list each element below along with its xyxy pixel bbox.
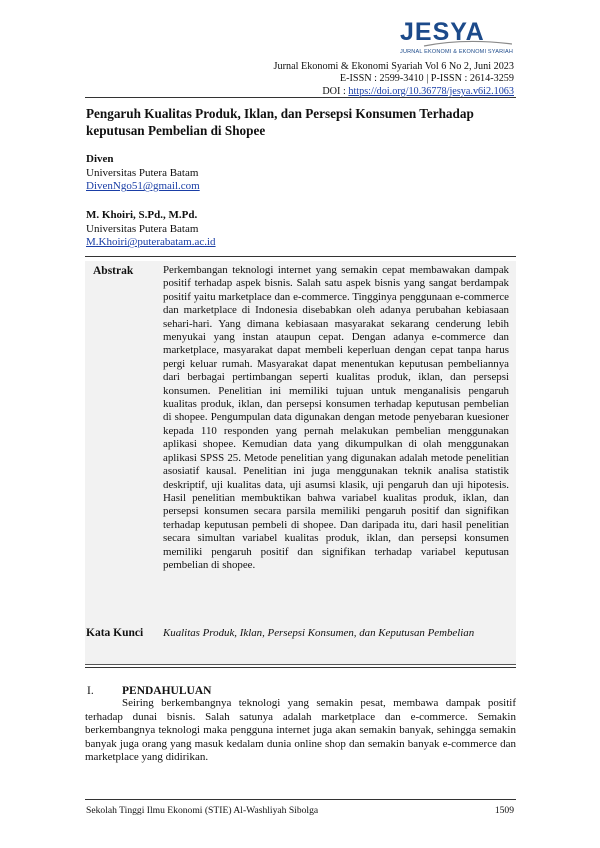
logo-wordmark: JESYA bbox=[400, 18, 485, 46]
abstract-bottom-divider bbox=[85, 667, 516, 668]
author-block bbox=[86, 209, 216, 250]
journal-volume: Jurnal Ekonomi & Ekonomi Syariah Vol 6 No 2, Juni 2023 bbox=[273, 61, 514, 72]
abstract-label: Abstrak bbox=[93, 265, 134, 277]
intro-text: Seiring berkembangnya teknologi yang semakin pesat, membawa dampak positif terhadap dunai bisnis. Salah satunya adalah marketplace dan e-commerce. Semakin berkembangnya teknologi maka pengguna internet juga akan semakin banyak, sehingga semakin banyak juga orang yang masuk kedalam dunia online shop dan semakin banyak e-commerce dan marketplace yang didirikan. bbox=[85, 697, 516, 763]
logo-subtitle: JURNAL EKONOMI & EKONOMI SYARIAH bbox=[400, 49, 514, 55]
doi-link[interactable]: https://doi.org/10.36778/jesya.v6i2.1063 bbox=[348, 85, 514, 97]
journal-issn: E-ISSN : 2599-3410 | P-ISSN : 2614-3259 bbox=[339, 73, 514, 85]
keywords-text: Kualitas Produk, Iklan, Persepsi Konsumen, dan Keputusan Pembelian bbox=[163, 627, 475, 639]
intro-paragraph bbox=[85, 697, 516, 765]
journal-logo bbox=[394, 18, 512, 60]
author-email[interactable]: M.Khoiri@puterabatam.ac.id bbox=[86, 236, 216, 249]
title-line-1: Pengaruh Kualitas Produk, Iklan, dan Persepsi Konsumen Terhadap bbox=[86, 106, 474, 121]
footer-institution: Sekolah Tinggi Ilmu Ekonomi (STIE) Al-Washliyah Sibolga bbox=[86, 805, 319, 816]
title-line-2: keputusan Pembelian di Shopee bbox=[86, 122, 266, 138]
paper-title bbox=[86, 106, 516, 139]
section-number: I. bbox=[87, 685, 94, 697]
doi-prefix: DOI : bbox=[322, 85, 349, 97]
abstract-top-divider bbox=[85, 256, 516, 257]
author-name: Diven bbox=[86, 153, 114, 165]
author-affiliation: Universitas Putera Batam bbox=[86, 166, 199, 179]
section-title: PENDAHULUAN bbox=[122, 685, 212, 697]
author-affiliation: Universitas Putera Batam bbox=[86, 222, 199, 235]
keywords-label: Kata Kunci bbox=[86, 627, 144, 639]
journal-metadata bbox=[274, 61, 514, 98]
abstract-text: Perkembangan teknologi internet yang semakin cepat membawakan dampak positif terhadap aspek bisnis. Salah satu aspek bisnis yang sangat berdampak positif yaitu marketplace dan e-commerce. Tingginya penggunaan e-commerce dan marketplace di Indonesia disebabkan oleh adanya perubahan kebiasaan sehari-hari. Yang dimana kebiasaan masyarakat sekarang cenderung lebih menyukai yang instan ataupun cepat. Dengan adanya e-commerce dan marketplace, masyarakat dapat membeli keperluan dengan cepat tanpa harus pergi keluar rumah. Masyarakat dapat menentukan keputusan pembeliannya dari berbagai pertimbangan seperti kualitas produk, iklan, dan persepsi konsumen. Penelitian ini memiliki tujuan untuk menganalisis pengaruh kualitas produk, iklan, dan persepsi konsumen terhadap keputusan pembelian di shopee. Pengumpulan data digunakan dengan metode penyebaran kuesioner kepada 110 responden yang pernah melakukan pembelian menggunakan aplikasi shopee. Kemudian data yang dikumpulkan di olah menggunakan aplikasi SPSS 25. Metode penelitian yang digunakan adalah metode penelitian asosiatif kausal. Penelitian ini juga menggunakan teknik analisa statistik deskriptif, uji kualitas data, uji asumsi klasik, uji pengaruh dan uji hipotesis. Hasil penelitian membuktikan bahwa variabel kualitas produk, iklan, dan persepsi konsumen secara parsila memiliki pengaruh positif dan signifikan terhadap keputusan pembeli di shopee. Dan daripada itu, dari hasil penelitian secara simultan variabel kualitas produk, iklan, dan persepsi konsumen memiliki pengaruh positif dan signifikan terhadap variabel keputusan pembelian di shopee. bbox=[163, 264, 509, 571]
page-number: 1509 bbox=[494, 805, 514, 816]
author-name: M. Khoiri, S.Pd., M.Pd. bbox=[86, 209, 198, 221]
footer-divider bbox=[85, 799, 516, 800]
author-block bbox=[86, 153, 200, 194]
header-divider bbox=[85, 97, 516, 98]
author-email[interactable]: DivenNgo51@gmail.com bbox=[86, 180, 200, 193]
